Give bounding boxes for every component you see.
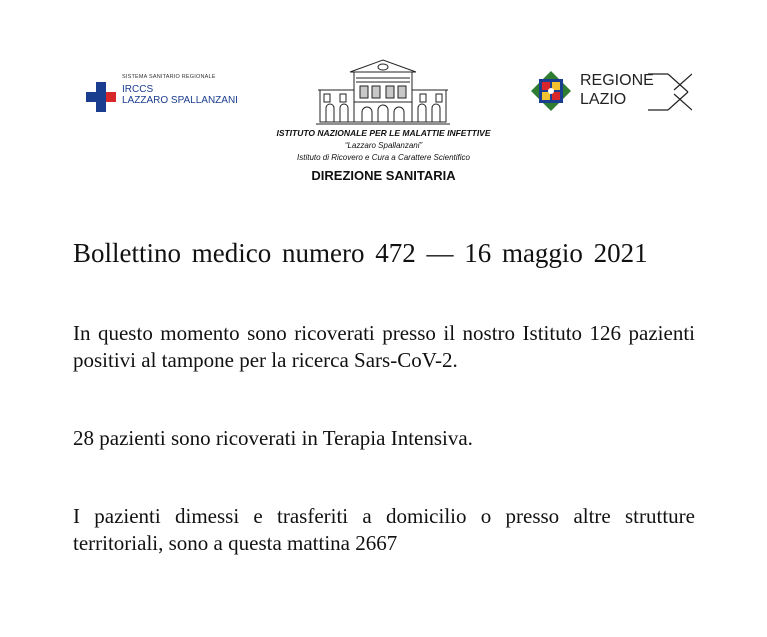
department-name: DIREZIONE SANITARIA (311, 168, 456, 183)
regional-seal-icon (530, 70, 572, 112)
spallanzani-logo (86, 72, 261, 112)
logo-small-text: SISTEMA SANITARIO REGIONALE (122, 74, 216, 80)
regione-label: REGIONE (580, 72, 654, 89)
lazio-label: LAZIO (580, 91, 627, 108)
paragraph-discharged: I pazienti dimessi e trasferiti a domicilio o presso altre strutture territoriali, sono a questa mattina 2667 (73, 504, 695, 555)
paragraph-hospitalized: In questo momento sono ricoverati presso il nostro Istituto 126 pazienti positivi al tampone per la ricerca Sars-CoV-2. (73, 321, 695, 372)
logo-line-1: IRCCS (122, 84, 154, 95)
logo-line-2: LAZZARO SPALLANZANI (122, 95, 238, 106)
institute-name: ISTITUTO NAZIONALE PER LE MALATTIE INFETTIVE (276, 128, 491, 138)
institute-description: Istituto di Ricovero e Cura a Carattere Scientifico (297, 153, 470, 162)
institute-building-icon (316, 58, 450, 126)
letterhead (0, 0, 767, 200)
regione-x-icon (648, 72, 692, 112)
bulletin-title: Bollettino medico numero 472 — 16 maggio 2021 (73, 238, 648, 268)
regione-lazio-logo (530, 70, 700, 112)
paragraph-intensive-care: 28 pazienti sono ricoverati in Terapia Intensiva. (73, 426, 473, 450)
institute-subtitle: “Lazzaro Spallanzani” (344, 141, 423, 150)
medical-cross-icon (86, 82, 116, 112)
